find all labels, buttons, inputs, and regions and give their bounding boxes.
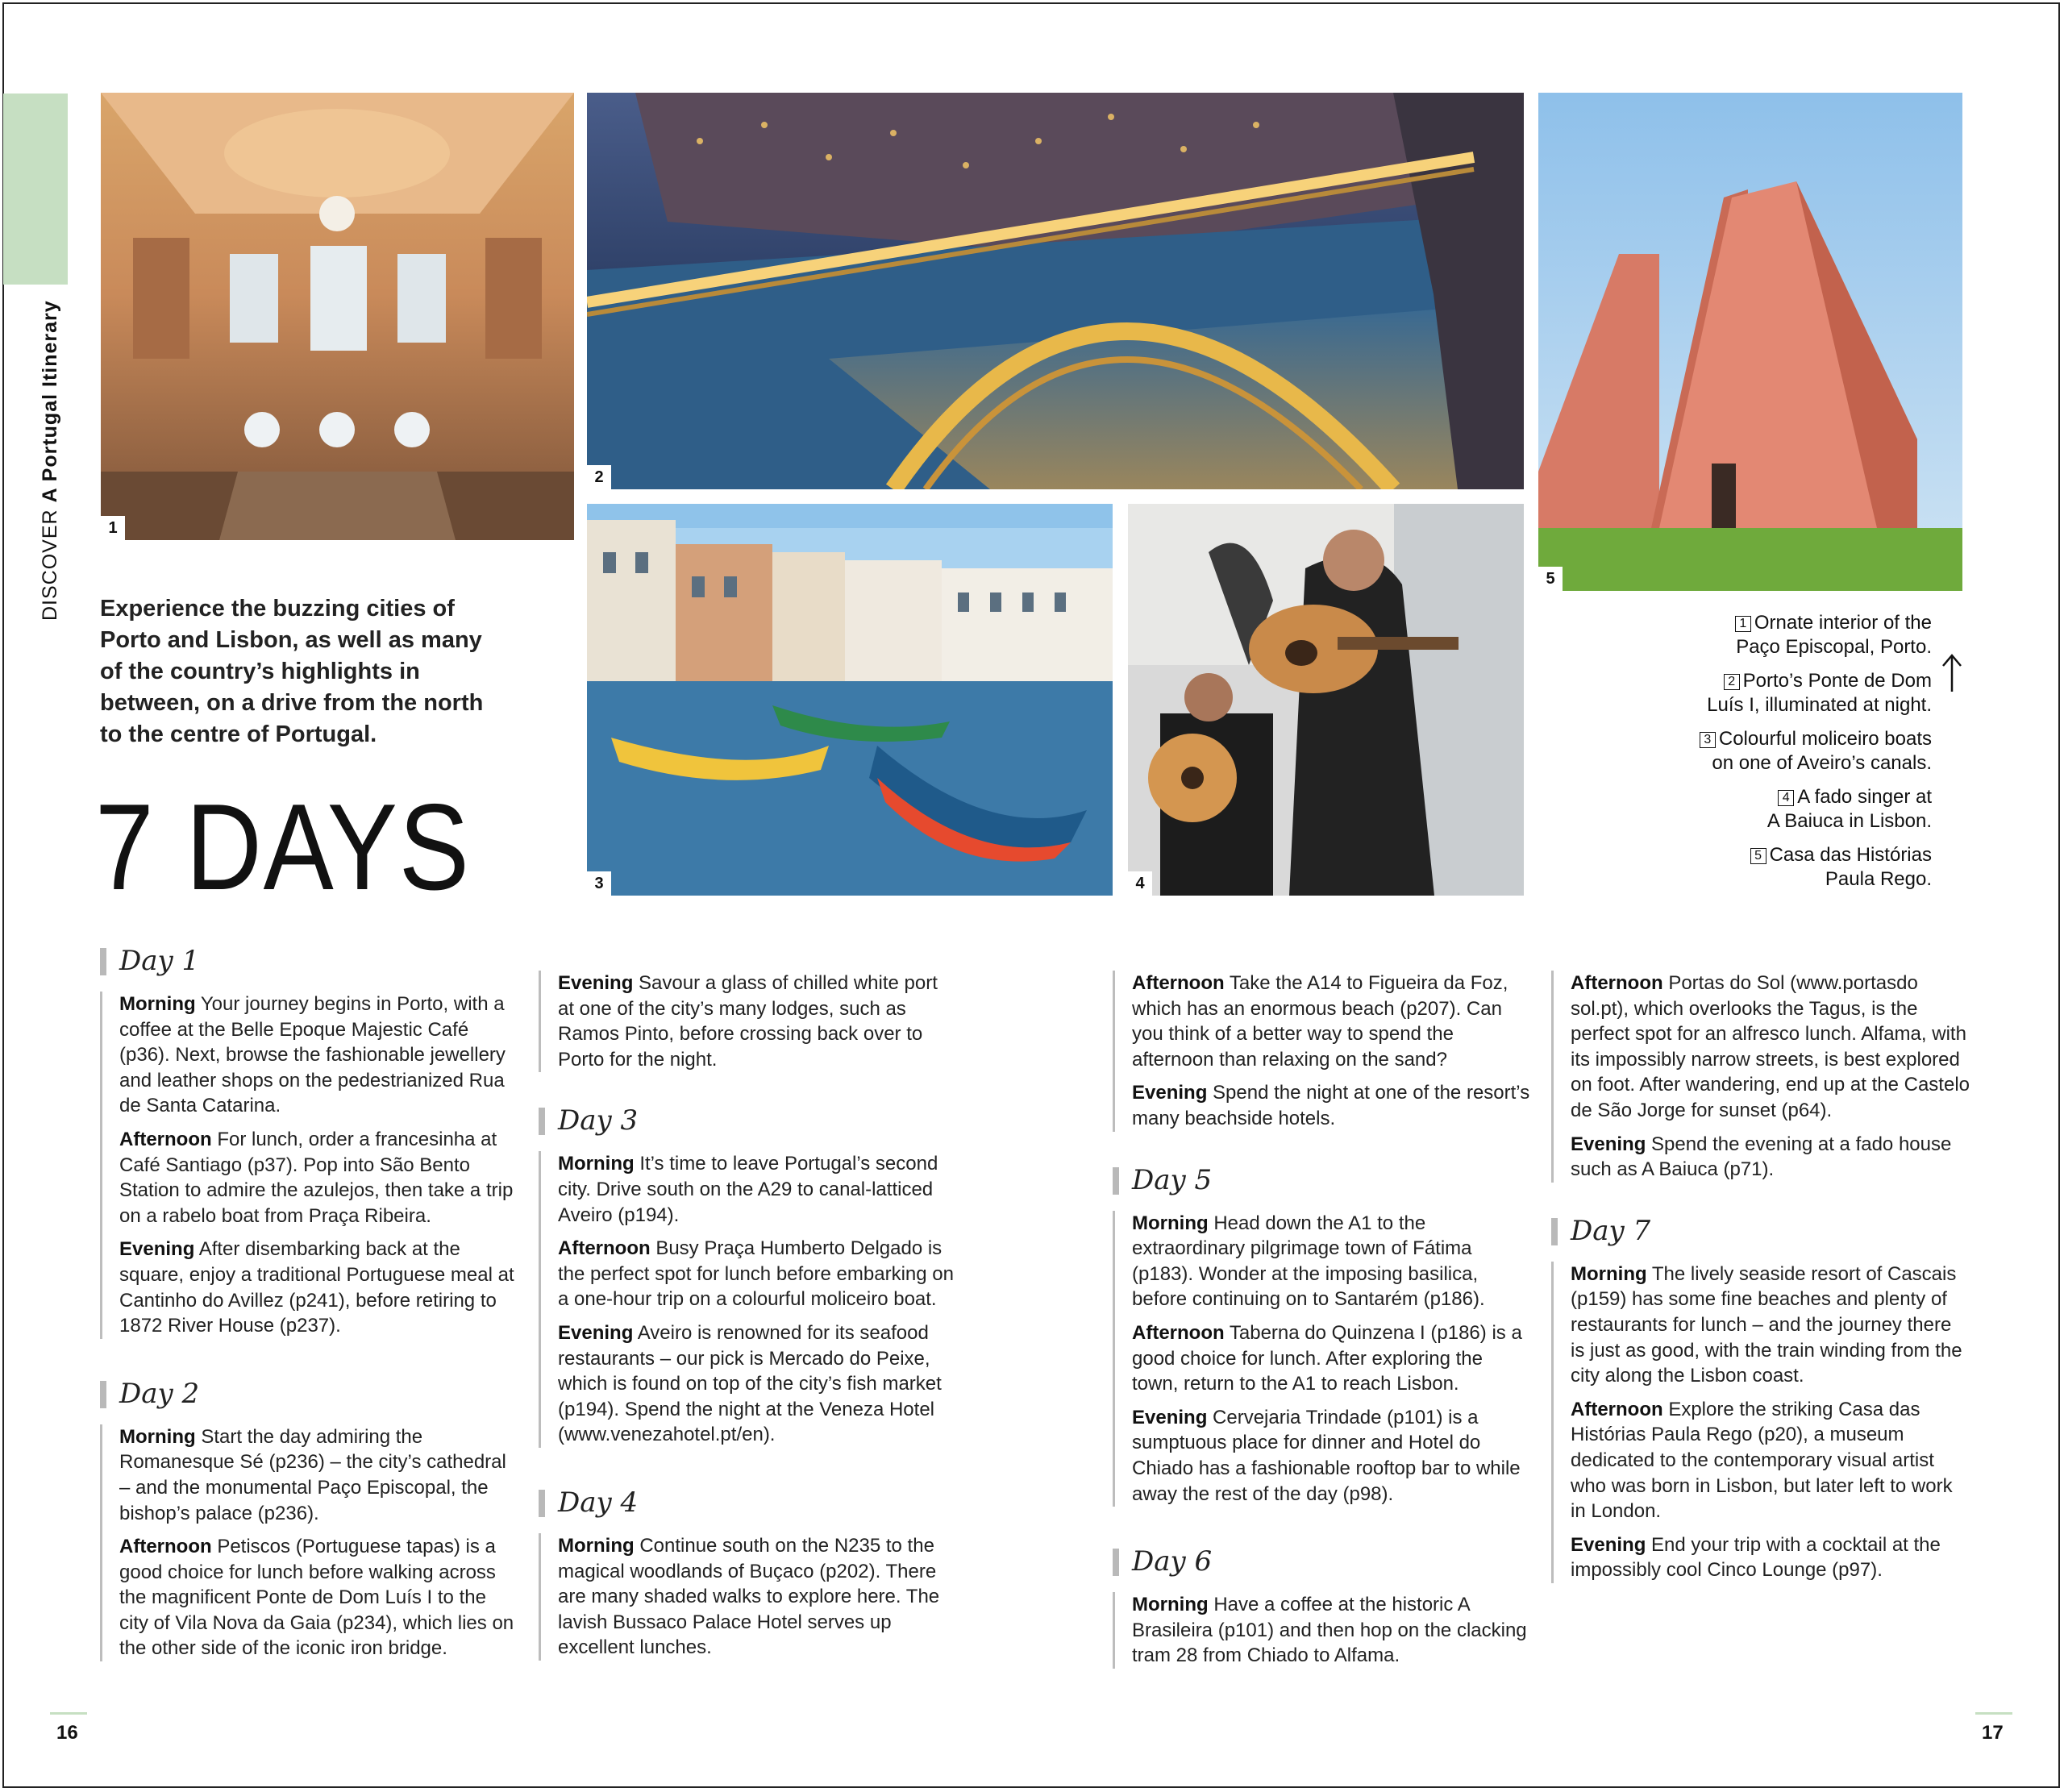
itinerary-column-4 xyxy=(1551,971,1970,1622)
caption-line: Casa das Histórias xyxy=(1769,844,1932,866)
time-label: Morning xyxy=(558,1534,635,1557)
caption-line: on one of Aveiro’s canals. xyxy=(1712,752,1932,774)
section-tab xyxy=(3,94,68,285)
caption-item xyxy=(1593,669,1932,717)
morning-paragraph xyxy=(1132,1211,1532,1312)
morning-paragraph xyxy=(119,1424,519,1526)
afternoon-paragraph xyxy=(1571,1397,1970,1524)
time-label: Morning xyxy=(1132,1594,1209,1616)
photo-moliceiro-boats xyxy=(587,504,1113,896)
day-body xyxy=(1551,1262,1970,1583)
day-4-continued xyxy=(1113,971,1532,1132)
day-heading: Day 3 xyxy=(539,1104,958,1137)
day-heading: Day 7 xyxy=(1551,1215,1970,1247)
day-body xyxy=(100,992,519,1339)
morning-paragraph xyxy=(1571,1262,1970,1389)
page-number-rule-left xyxy=(50,1712,87,1715)
time-label: Morning xyxy=(119,1425,196,1448)
page-number-left: 16 xyxy=(56,1722,78,1744)
day-heading: Day 2 xyxy=(100,1378,519,1410)
time-label: Morning xyxy=(1571,1262,1647,1285)
day-body xyxy=(539,1533,958,1661)
day-heading: Day 5 xyxy=(1113,1164,1532,1196)
day-heading: Day 6 xyxy=(1113,1545,1532,1578)
paragraph-text: End your trip with a cocktail at the impossibly cool Cinco Lounge (p97). xyxy=(1571,1533,1941,1582)
time-label: Afternoon xyxy=(1132,1321,1225,1344)
paragraph-text: After disembarking back at the square, enjoy a traditional Portuguese meal at Cantinho do Avillez (p241), before retiring to 1872 River House (p237). xyxy=(119,1238,514,1337)
time-label: Morning xyxy=(558,1153,635,1175)
day-6-continued xyxy=(1551,971,1970,1183)
paragraph-text: Savour a glass of chilled white port at one of the city’s many lodges, such as Ramos Pinto, before crossing back over to Porto for the night. xyxy=(558,972,938,1071)
caption-line: A fado singer at xyxy=(1797,786,1932,808)
caption-item xyxy=(1593,727,1932,775)
evening-paragraph xyxy=(119,1237,519,1338)
paragraph-text: Busy Praça Humberto Delgado is the perfect spot for lunch before embarking on a one-hour trip on a colourful moliceiro boat. xyxy=(558,1237,954,1311)
paragraph-text: Taberna do Quinzena I (p186) is a good choice for lunch. After exploring the town, return to the A1 to reach Lisbon. xyxy=(1132,1321,1522,1395)
caption-line: Ornate interior of the xyxy=(1754,612,1932,634)
evening-paragraph xyxy=(1571,1132,1970,1183)
afternoon-paragraph xyxy=(119,1534,519,1661)
time-label: Evening xyxy=(558,972,634,994)
caption-number: 3 xyxy=(1700,732,1716,748)
afternoon-paragraph xyxy=(1132,971,1532,1072)
itinerary-column-3 xyxy=(1113,971,1532,1707)
day-body xyxy=(539,971,958,1072)
caption-line: Paula Rego. xyxy=(1825,868,1932,890)
afternoon-paragraph xyxy=(1132,1320,1532,1397)
day-body xyxy=(1113,1592,1532,1669)
paragraph-text: For lunch, order a francesinha at Café Santiago (p37). Pop into São Bento Station to admire the azulejos, then take a trip on a rabelo boat from Praça Ribeira. xyxy=(119,1128,514,1227)
paragraph-text: The lively seaside resort of Cascais (p159) has some fine beaches and plenty of restaurants for lunch – and the journey there is just as good, with the train winding from the city along the Lisbon coast. xyxy=(1571,1262,1962,1387)
caption-line: Porto’s Ponte de Dom xyxy=(1742,670,1932,692)
time-label: Afternoon xyxy=(1571,972,1663,994)
time-label: Evening xyxy=(1132,1082,1208,1104)
day-body xyxy=(1551,971,1970,1183)
paragraph-text: Continue south on the N235 to the magical woodlands of Buçaco (p202). There are many shaded walks to explore here. The lavish Bussaco Palace Hotel serves up excellent lunches. xyxy=(558,1534,940,1659)
photo-red-pyramids xyxy=(1538,93,1962,591)
itinerary-column-1 xyxy=(100,945,519,1700)
morning-paragraph xyxy=(558,1151,958,1228)
morning-paragraph xyxy=(119,992,519,1119)
evening-paragraph xyxy=(558,1320,958,1448)
caption-number: 1 xyxy=(1735,616,1751,632)
time-label: Evening xyxy=(558,1321,634,1344)
photo-number: 5 xyxy=(1538,567,1563,591)
time-label: Afternoon xyxy=(1571,1398,1663,1420)
afternoon-paragraph xyxy=(1571,971,1970,1124)
caption-number: 5 xyxy=(1750,848,1766,864)
evening-paragraph xyxy=(1571,1532,1970,1583)
paragraph-text: Explore the striking Casa das Histórias Paula Rego (p20), a museum dedicated to the contemporary visual artist who was born in Lisbon, but later left to work in London. xyxy=(1571,1398,1953,1523)
photo-number: 1 xyxy=(101,516,125,540)
evening-paragraph xyxy=(1132,1405,1532,1507)
caption-item xyxy=(1593,843,1932,892)
paragraph-text: Take the A14 to Figueira da Foz, which has an enormous beach (p207). Can you think of a better way to spend the afternoon than relaxing on the sand? xyxy=(1132,972,1508,1071)
section-title: A Portugal Itinerary xyxy=(39,300,61,503)
page-number-right: 17 xyxy=(1982,1722,2004,1744)
photo-number: 2 xyxy=(587,465,611,489)
caption-number: 2 xyxy=(1724,674,1740,690)
paragraph-text: Have a coffee at the historic A Brasileira (p101) and then hop on the clacking tram 28 from Chiado to Alfama. xyxy=(1132,1594,1527,1667)
page-number-rule-right xyxy=(1975,1712,2012,1715)
time-label: Evening xyxy=(1571,1133,1646,1155)
photo-number: 3 xyxy=(587,871,611,896)
time-label: Morning xyxy=(1132,1212,1209,1234)
photo-number: 4 xyxy=(1128,871,1152,896)
caption-number: 4 xyxy=(1778,790,1794,806)
paragraph-text: It’s time to leave Portugal’s second city. Drive south on the A29 to canal-latticed Aveiro (p194). xyxy=(558,1153,938,1226)
caption-line: Colourful moliceiro boats xyxy=(1718,728,1932,750)
morning-paragraph xyxy=(558,1533,958,1661)
time-label: Afternoon xyxy=(558,1237,651,1260)
day-section-2 xyxy=(100,1378,519,1661)
photo-fado-singers xyxy=(1128,504,1524,896)
day-section-1 xyxy=(100,945,519,1339)
paragraph-text: Aveiro is renowned for its seafood restaurants – our pick is Mercado do Peixe, which is found on top of the city’s fish market (p194). Spend the night at the Veneza Hotel (www.venezahotel.pt/en). xyxy=(558,1321,942,1446)
day-section-6 xyxy=(1113,1545,1532,1669)
arrow-up-icon xyxy=(1940,653,1964,693)
evening-paragraph xyxy=(1132,1080,1532,1131)
day-section-7 xyxy=(1551,1215,1970,1583)
day-section-4 xyxy=(539,1486,958,1661)
afternoon-paragraph xyxy=(119,1127,519,1229)
paragraph-text: Start the day admiring the Romanesque Sé (p236) – the city’s cathedral – and the monumental Paço Episcopal, the bishop’s palace (p236). xyxy=(119,1425,506,1524)
photo-captions xyxy=(1593,611,1932,901)
time-label: Evening xyxy=(1132,1406,1208,1428)
paragraph-text: Petiscos (Portuguese tapas) is a good choice for lunch before walking across the magnificent Ponte de Dom Luís I to the city of Vila Nova da Gaia (p234), which lies on the other side of the iconic iron bridge. xyxy=(119,1536,514,1660)
time-label: Evening xyxy=(1571,1533,1646,1556)
caption-line: Luís I, illuminated at night. xyxy=(1707,694,1932,716)
paragraph-text: Cervejaria Trindade (p101) is a sumptuous place for dinner and Hotel do Chiado has a fashionable rooftop bar to while away the rest of the day (p98). xyxy=(1132,1406,1521,1505)
day-body xyxy=(539,1151,958,1448)
evening-paragraph xyxy=(558,971,958,1072)
day-heading: Day 4 xyxy=(539,1486,958,1519)
day-2-continued xyxy=(539,971,958,1072)
time-label: Afternoon xyxy=(119,1128,212,1150)
intro-text: Experience the buzzing cities of Porto and Lisbon, as well as many of the country’s highlights in between, on a drive from the north to the centre of Portugal. xyxy=(100,596,484,747)
paragraph-text: Spend the night at one of the resort’s many beachside hotels. xyxy=(1132,1082,1530,1129)
caption-line: Paço Episcopal, Porto. xyxy=(1736,636,1932,658)
paragraph-text: Head down the A1 to the extraordinary pilgrimage town of Fátima (p183). Wonder at the imposing basilica, before continuing on to Santarém (p186). xyxy=(1132,1212,1485,1311)
caption-line: A Baiuca in Lisbon. xyxy=(1766,810,1932,832)
caption-item xyxy=(1593,785,1932,834)
time-label: Evening xyxy=(119,1238,195,1261)
time-label: Afternoon xyxy=(1132,972,1225,994)
time-label: Morning xyxy=(119,993,196,1015)
paragraph-text: Portas do Sol (www.portasdo sol.pt), which overlooks the Tagus, is the perfect spot for an alfresco lunch. Alfama, with its impossibly narrow streets, is best explored on foot. After wandering, end up at the Castelo de São Jorge for sunset (p64). xyxy=(1571,972,1970,1121)
afternoon-paragraph xyxy=(558,1236,958,1312)
day-body xyxy=(100,1424,519,1661)
section-label xyxy=(39,300,62,621)
photo-bridge-night xyxy=(587,93,1524,489)
day-section-5 xyxy=(1113,1164,1532,1507)
paragraph-text: Your journey begins in Porto, with a coffee at the Belle Epoque Majestic Café (p36). Next, browse the fashionable jewellery and leather shops on the pedestrianized Rua de Santa Catarina. xyxy=(119,993,506,1117)
day-body xyxy=(1113,1211,1532,1507)
time-label: Afternoon xyxy=(119,1536,212,1558)
itinerary-column-2 xyxy=(539,971,958,1699)
photo-palace-interior xyxy=(101,93,574,540)
day-section-3 xyxy=(539,1104,958,1448)
page-title: 7 DAYS xyxy=(95,779,471,916)
day-heading: Day 1 xyxy=(100,945,519,977)
morning-paragraph xyxy=(1132,1592,1532,1669)
section-name: DISCOVER xyxy=(39,509,61,621)
day-body xyxy=(1113,971,1532,1132)
caption-item xyxy=(1593,611,1932,659)
paragraph-text: Spend the evening at a fado house such as A Baiuca (p71). xyxy=(1571,1133,1952,1181)
